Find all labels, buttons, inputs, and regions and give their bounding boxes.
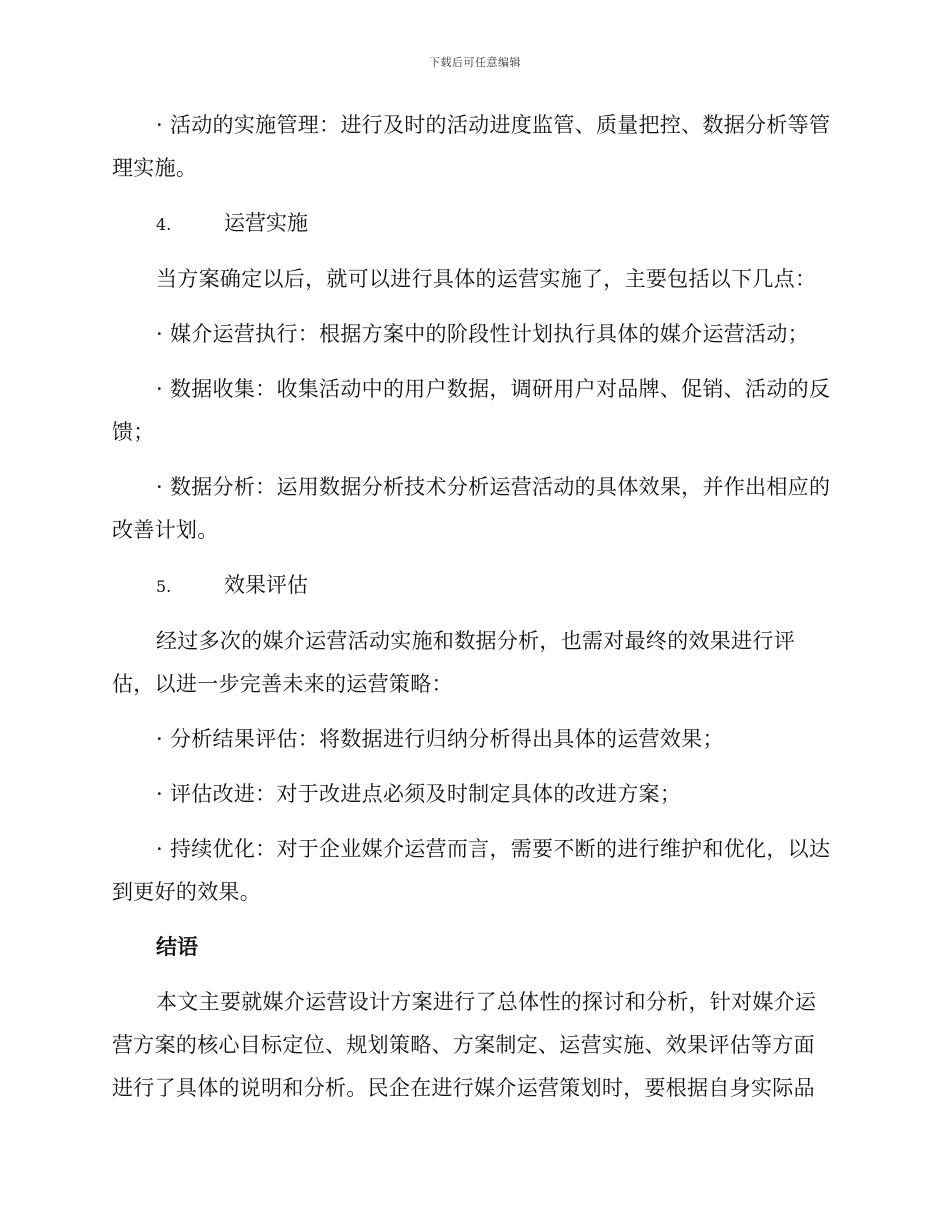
paragraph-result-evaluation: · 分析结果评估：将数据进行归纳分析得出具体的运营效果； (156, 727, 724, 751)
paragraph-data-analysis: · 数据分析：运用数据分析技术分析运营活动的具体效果，并作出相应的改善计划。 (112, 475, 831, 542)
paragraph-implementation-management: · 活动的实施管理：进行及时的活动进度监管、质量把控、数据分析等管理实施。 (112, 113, 831, 180)
section-title: 效果评估 (224, 573, 308, 597)
section-heading-5 (112, 564, 832, 608)
paragraph-evaluation-intro: 经过多次的媒介运营活动实施和数据分析，也需对最终的效果进行评估，以进一步完善未来的运营策略： (112, 629, 795, 696)
paragraph-conclusion: 本文主要就媒介运营设计方案进行了总体性的探讨和分析，针对媒介运营方案的核心目标定位、规划策略、方案制定、运营实施、效果评估等方面进行了具体的说明和分析。民企在进行媒介运营策划时，要根据自身实际品 (112, 990, 817, 1100)
page-header: 下载后可任意编辑 (429, 56, 521, 69)
section-heading-4 (112, 202, 832, 246)
section-title: 运营实施 (224, 211, 308, 235)
paragraph-evaluation-improvement: · 评估改进：对于改进点必须及时制定具体的改进方案； (156, 782, 682, 806)
paragraph-continuous-optimization: · 持续优化：对于企业媒介运营而言，需要不断的进行维护和优化，以达到更好的效果。 (112, 837, 831, 904)
paragraph-operation-intro: 当方案确定以后，就可以进行具体的运营实施了，主要包括以下几点： (156, 267, 817, 291)
paragraph-data-collection: · 数据收集：收集活动中的用户数据，调研用户对品牌、促销、活动的反馈； (112, 377, 831, 444)
section-number: 5. (156, 577, 172, 596)
paragraph-media-execution: · 媒介运营执行：根据方案中的阶段性计划执行具体的媒介运营活动； (156, 322, 809, 346)
section-number: 4. (156, 215, 172, 234)
document-body (112, 104, 832, 1122)
conclusion-heading: 结语 (156, 935, 198, 959)
